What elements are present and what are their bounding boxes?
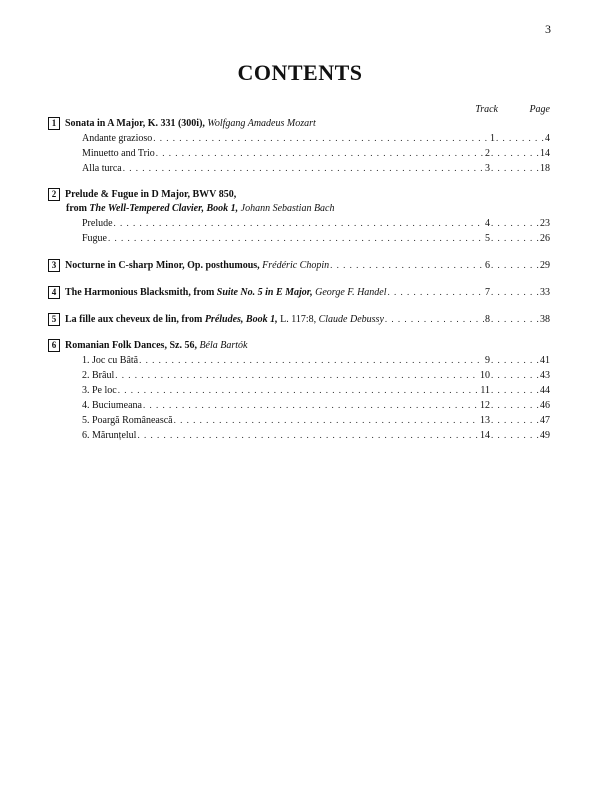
section-number: 1	[48, 117, 60, 130]
toc-entry[interactable]	[48, 216, 550, 231]
toc-entry[interactable]	[48, 146, 550, 161]
page-number: 3	[545, 22, 551, 36]
contents-list	[48, 117, 550, 455]
section-bartok	[48, 339, 550, 443]
entry-title: Minuetto and Trio	[82, 148, 155, 159]
section-bach	[48, 188, 550, 246]
entry-title: Fugue	[82, 233, 107, 244]
section-number: 5	[48, 313, 60, 326]
section-number: 2	[48, 188, 60, 201]
section-number: 4	[48, 286, 60, 299]
track-number: 4	[485, 218, 490, 229]
track-number: 1	[490, 133, 495, 144]
track-number: 9	[485, 355, 490, 366]
toc-entry[interactable]	[48, 428, 550, 443]
track-number: 13	[480, 415, 490, 426]
toc-entry[interactable]	[48, 413, 550, 428]
toc-entry[interactable]	[48, 231, 550, 246]
toc-entry[interactable]	[48, 161, 550, 176]
page-ref: 4	[545, 133, 550, 144]
collection-title: The Well-Tempered Clavier, Book 1,	[89, 203, 239, 214]
page-ref: 26	[540, 233, 550, 244]
track-number: 3	[485, 163, 490, 174]
section-debussy	[48, 312, 550, 327]
track-number: 2	[485, 148, 490, 159]
composer: Wolfgang Amadeus Mozart	[207, 118, 316, 129]
work-title: Sonata in A Major, K. 331 (300i),	[65, 118, 205, 129]
toc-entry[interactable]	[48, 258, 550, 273]
track-number: 14	[480, 430, 490, 441]
entry-title: 1. Joc cu Bâtă	[82, 355, 139, 366]
section-mozart	[48, 117, 550, 176]
section-subheading	[48, 202, 550, 216]
toc-entry[interactable]	[48, 353, 550, 368]
toc-entry[interactable]	[48, 383, 550, 398]
track-number: 6	[485, 260, 490, 271]
track-number: 8	[485, 314, 490, 325]
section-handel	[48, 285, 550, 300]
page-ref: 49	[540, 430, 550, 441]
section-heading	[48, 117, 550, 131]
track-number: 10	[480, 370, 490, 381]
entry-title: 6. Mărunțelul	[82, 430, 137, 441]
work-title: The Harmonious Blacksmith, from	[65, 287, 215, 298]
track-number: 7	[485, 287, 490, 298]
page-ref: 44	[540, 385, 550, 396]
subheading-from: from	[66, 203, 87, 214]
section-heading	[48, 339, 550, 353]
composer: Béla Bartók	[199, 340, 248, 351]
work-title: Nocturne in C-sharp Minor, Op. posthumous,	[65, 260, 260, 271]
entry-title: 5. Poargă Românească	[82, 415, 173, 426]
page-column-header: Page	[529, 104, 550, 115]
entry-title: 3. Pe loc	[82, 385, 117, 396]
page-ref: 47	[540, 415, 550, 426]
page-ref: 33	[540, 287, 550, 298]
section-number: 3	[48, 259, 60, 272]
toc-entry[interactable]	[48, 368, 550, 383]
entry-title: 4. Buciumeana	[82, 400, 142, 411]
work-title: Prelude & Fugue in D Major, BWV 850,	[65, 189, 237, 200]
page-ref: 29	[540, 260, 550, 271]
section-chopin	[48, 258, 550, 273]
track-column-header: Track	[475, 104, 498, 115]
composer: George F. Handel	[315, 287, 387, 298]
section-heading	[48, 188, 550, 202]
collection-title: Suite No. 5 in E Major,	[216, 287, 313, 298]
entry-title: Prelude	[82, 218, 113, 229]
collection-title: Préludes, Book 1,	[204, 314, 278, 325]
toc-entry[interactable]	[48, 312, 550, 327]
page-ref: 46	[540, 400, 550, 411]
work-title: Romanian Folk Dances, Sz. 56,	[65, 340, 197, 351]
page-ref: 23	[540, 218, 550, 229]
composer: Claude Debussy	[318, 314, 384, 325]
track-number: 11	[480, 385, 490, 396]
page-ref: 18	[540, 163, 550, 174]
composer: Johann Sebastian Bach	[240, 203, 335, 214]
entry-title: Alla turca	[82, 163, 122, 174]
page-ref: 14	[540, 148, 550, 159]
entry-title: Andante grazioso	[82, 133, 153, 144]
page-ref: 38	[540, 314, 550, 325]
work-title: La fille aux cheveux de lin, from	[65, 314, 203, 325]
section-number: 6	[48, 339, 60, 352]
catalog-number: L. 117:8,	[280, 314, 317, 325]
toc-entry[interactable]	[48, 285, 550, 300]
track-number: 12	[480, 400, 490, 411]
column-headers	[48, 104, 550, 118]
page-ref: 43	[540, 370, 550, 381]
page-ref: 41	[540, 355, 550, 366]
toc-entry[interactable]	[48, 398, 550, 413]
composer: Frédéric Chopin	[262, 260, 330, 271]
entry-title: 2. Brâul	[82, 370, 115, 381]
toc-entry[interactable]	[48, 131, 550, 146]
track-number: 5	[485, 233, 490, 244]
page-title: CONTENTS	[237, 60, 363, 85]
